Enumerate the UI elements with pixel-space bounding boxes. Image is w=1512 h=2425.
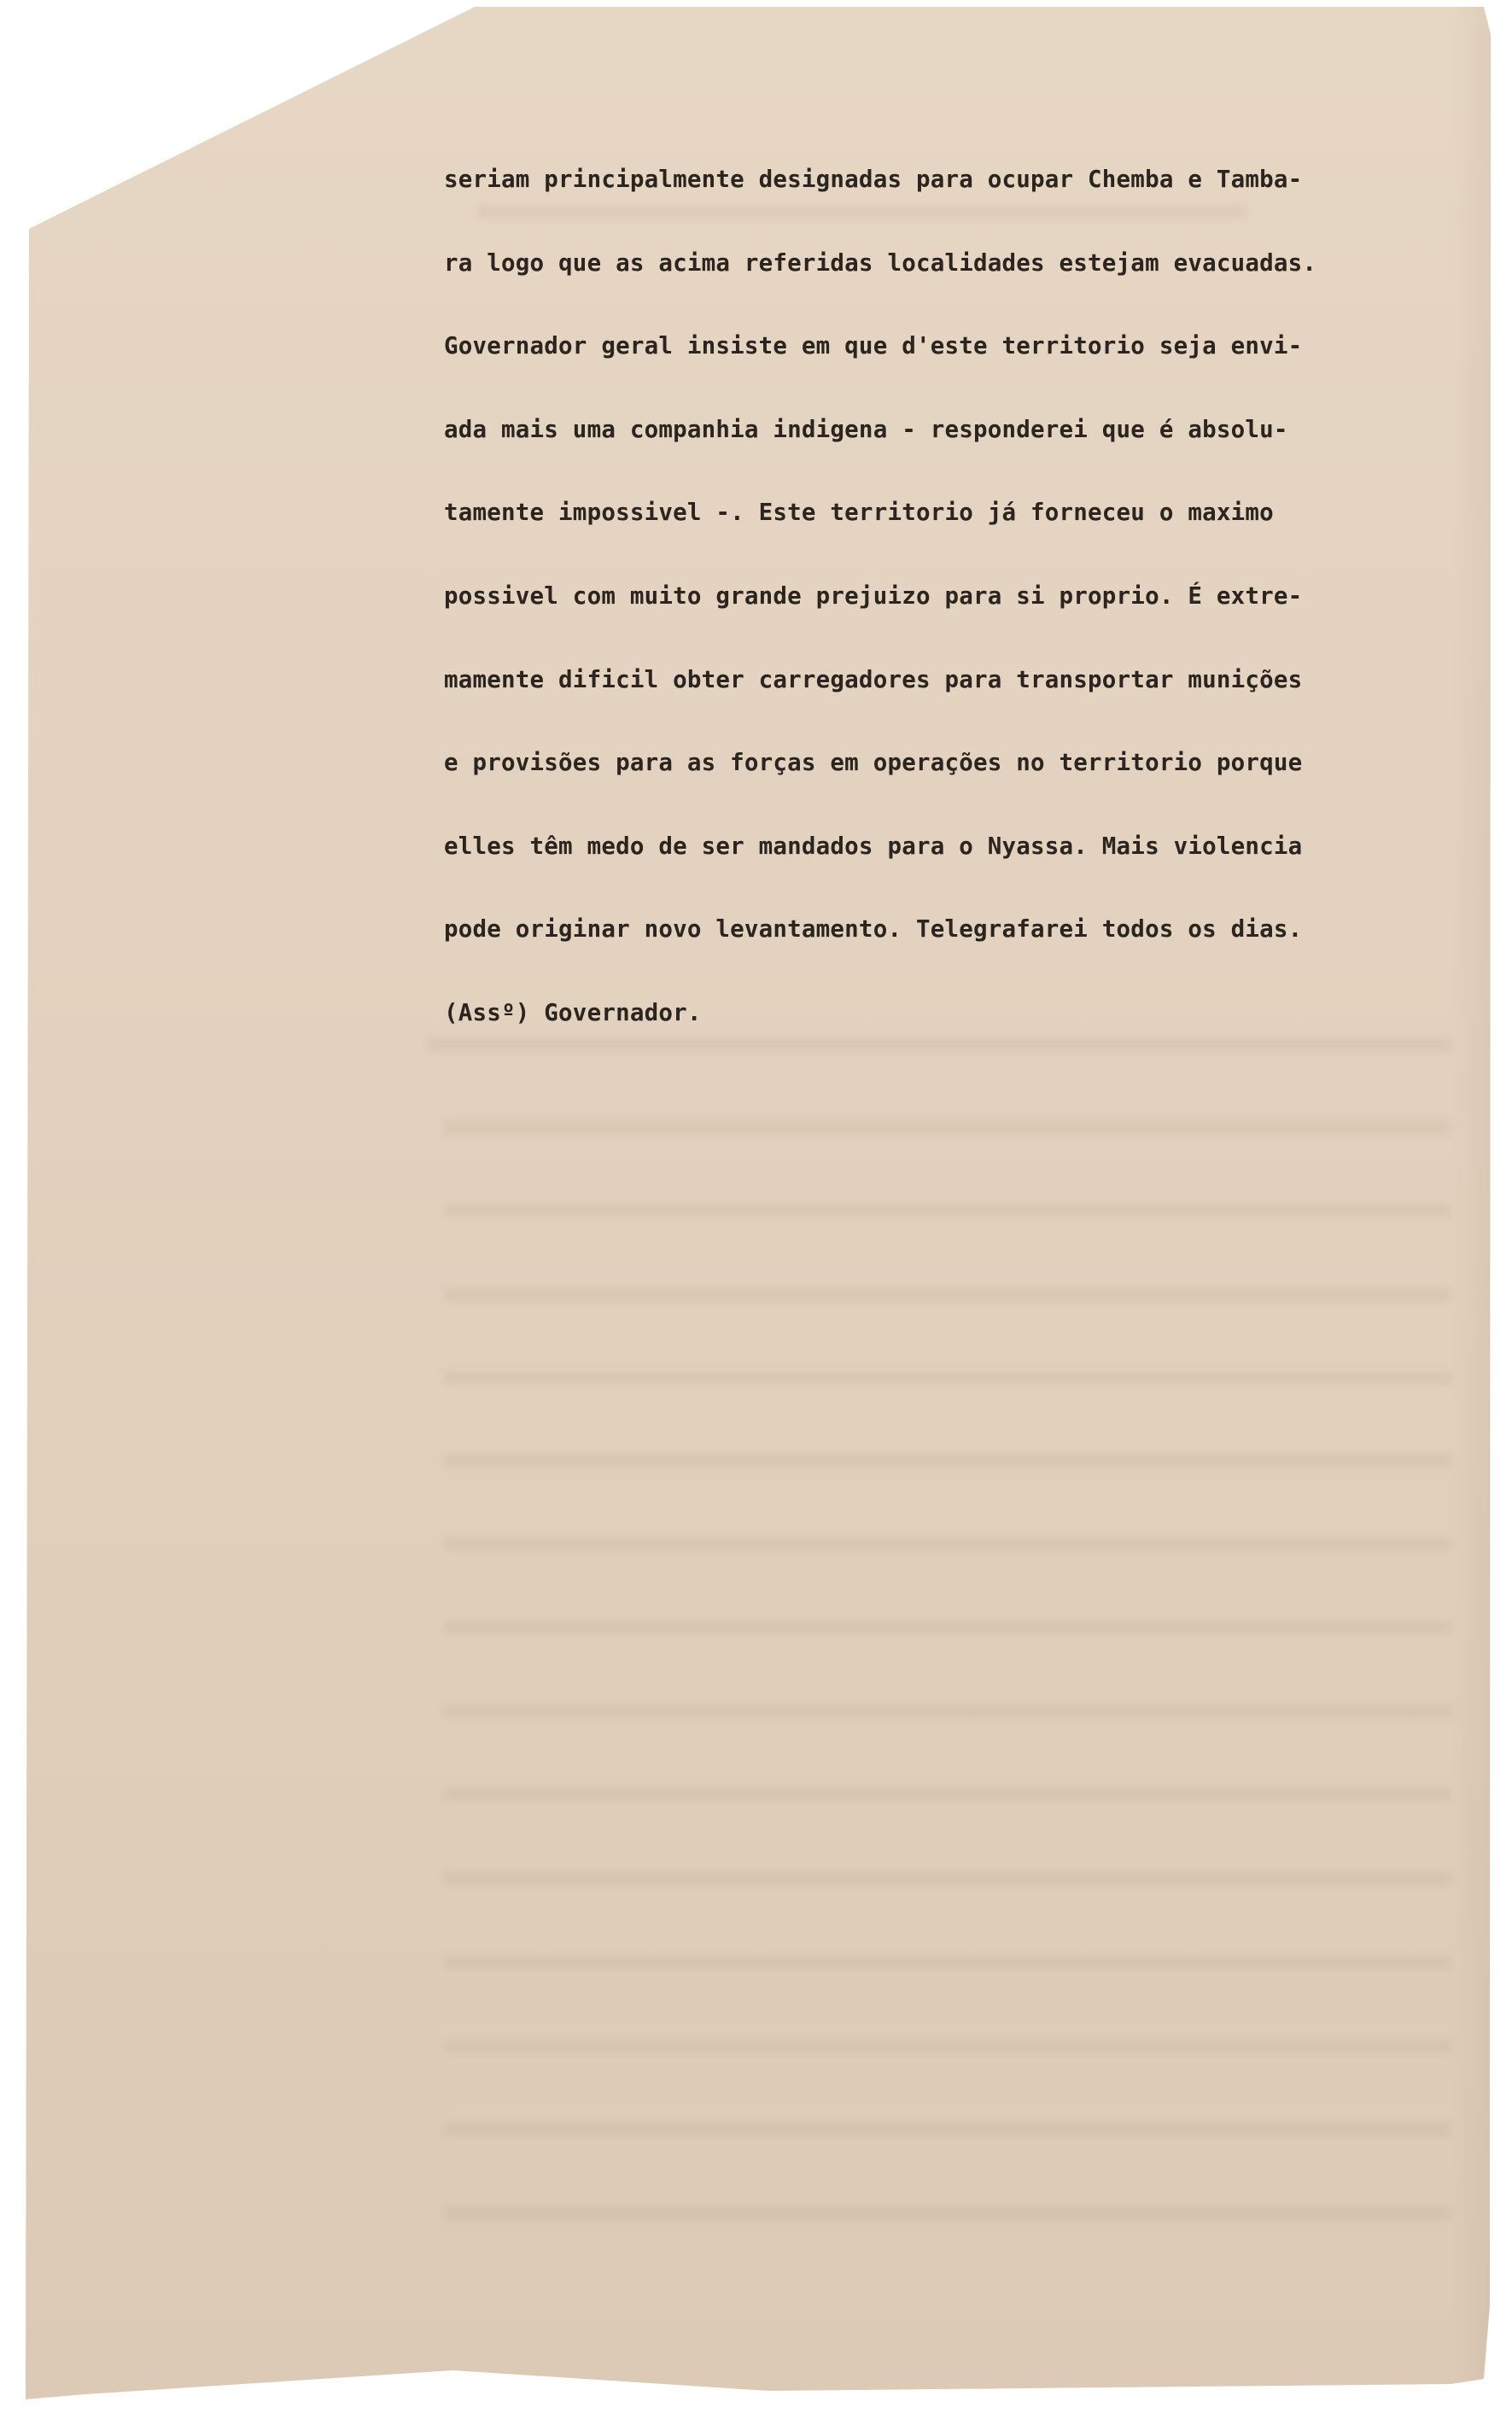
text-line: seriam principalmente designadas para ocupar Chemba e Tamba- (444, 166, 1303, 193)
show-through-line (444, 1120, 1451, 1134)
show-through-line (444, 2206, 1451, 2220)
text-line: ra logo que as acima referidas localidades estejam evacuadas. (444, 248, 1317, 277)
show-through-line (444, 1955, 1451, 1969)
show-through-line (444, 2123, 1451, 2136)
text-line: ada mais uma companhia indigena - responderei que é absolu- (444, 415, 1288, 443)
text-line: pode originar novo levantamento. Telegrafarei todos os dias. (444, 915, 1303, 944)
show-through-line (444, 1788, 1451, 1802)
text-line: possivel com muito grande prejuizo para si proprio. É extre- (444, 581, 1303, 610)
show-through-line (444, 1704, 1451, 1718)
text-line: Governador geral insiste em que d'este territorio seja envi- (444, 332, 1303, 360)
show-through-line (444, 1537, 1451, 1551)
signature-line: (Assº) Governador. (444, 998, 702, 1026)
show-through-line (444, 1454, 1451, 1468)
text-line: tamente impossivel -. Este territorio já forneceu o maximo (444, 499, 1274, 527)
show-through-line (444, 1872, 1451, 1885)
text-line: elles têm medo de ser mandados para o Nyassa. Mais violencia (444, 832, 1303, 860)
show-through-line (444, 1371, 1451, 1385)
show-through-line (444, 1288, 1451, 1301)
typed-text-block (444, 154, 1468, 1071)
text-line: e provisões para as forças em operações no territorio porque (444, 749, 1303, 777)
show-through-line (444, 1621, 1451, 1634)
show-through-line (444, 1204, 1451, 1218)
show-through-line (444, 2039, 1451, 2053)
text-line: mamente dificil obter carregadores para transportar munições (444, 665, 1303, 693)
